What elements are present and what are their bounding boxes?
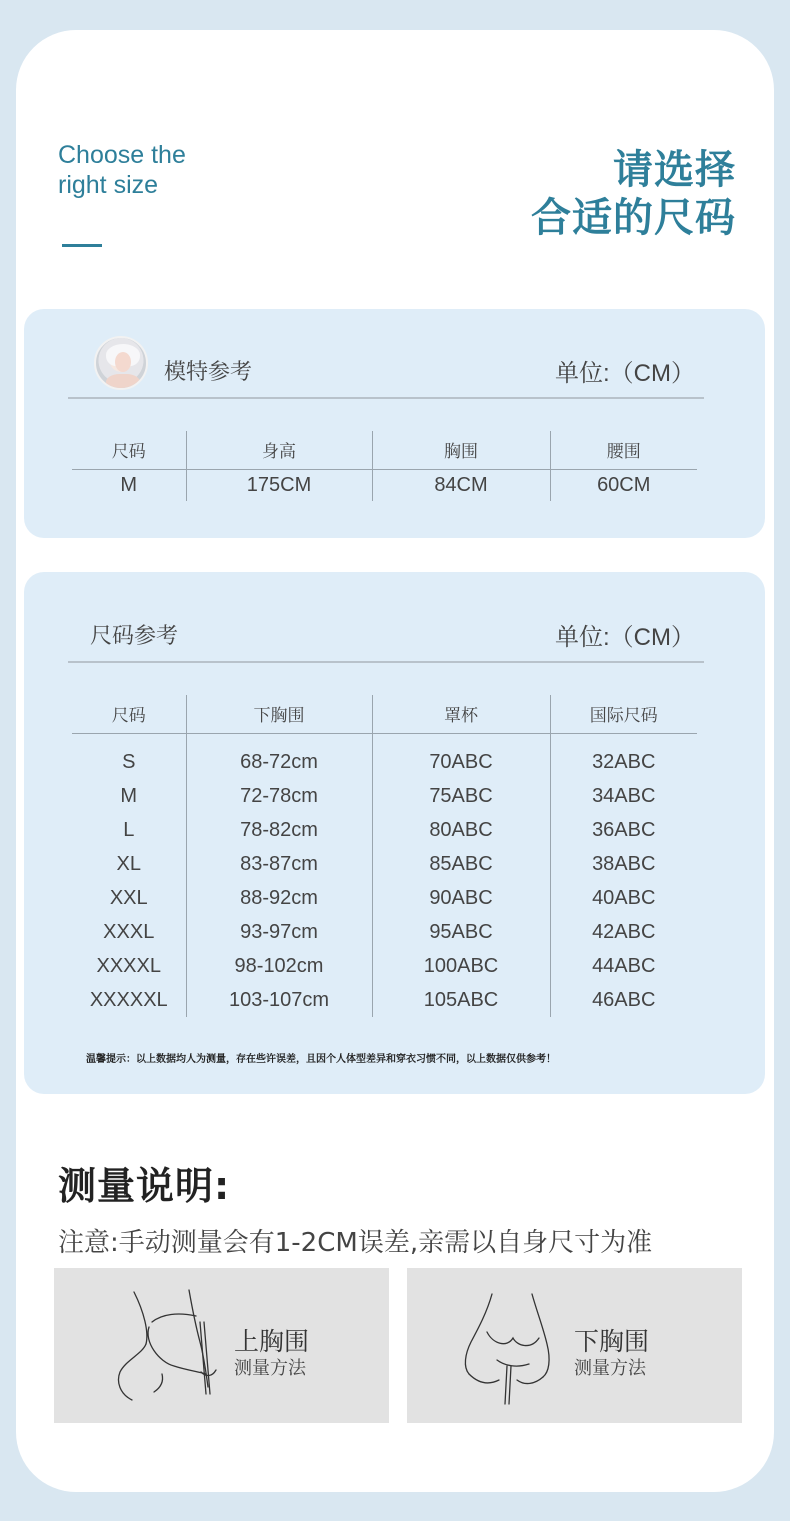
table-cell: XXXXXL: [89, 988, 168, 1011]
size-tip: 温馨提示：以上数据均人为测量，存在些许误差，且因个人体型差异和穿衣习惯不同，以上数据仅供参考！: [86, 1054, 556, 1065]
table-cell: XXL: [109, 886, 148, 909]
size-table-header: [72, 695, 697, 733]
model-panel-title: 模特参考: [164, 360, 253, 385]
lower-bust-label: 下胸围: [574, 1327, 650, 1356]
table-row: [72, 915, 697, 949]
lower-bust-sub: 测量方法: [574, 1358, 646, 1379]
table-row: [72, 779, 697, 813]
table-cell: M: [120, 473, 138, 496]
table-cell: 36ABC: [550, 813, 697, 847]
header-english-line1: Choose the: [58, 141, 186, 169]
table-cell: 85ABC: [372, 847, 550, 881]
table-cell: 105ABC: [372, 983, 550, 1017]
model-avatar: [94, 336, 148, 390]
column-header: 尺码: [72, 695, 186, 733]
table-cell: 78-82cm: [186, 813, 372, 847]
table-cell: XXXL: [103, 920, 155, 943]
table-cell: 70ABC: [372, 733, 550, 779]
table-cell: 42ABC: [550, 915, 697, 949]
lower-bust-illustration: [457, 1282, 557, 1407]
column-header: 下胸围: [186, 695, 372, 733]
column-header: 腰围: [550, 431, 697, 469]
table-cell: 44ABC: [550, 949, 697, 983]
table-cell: 90ABC: [372, 881, 550, 915]
table-cell: 34ABC: [550, 779, 697, 813]
column-header: 尺码: [72, 431, 186, 469]
size-table: [72, 695, 697, 1017]
model-panel-unit: 单位:（CM）: [555, 360, 695, 387]
lower-bust-card: [407, 1268, 742, 1423]
upper-bust-illustration: [104, 1282, 224, 1407]
table-cell: 40ABC: [550, 881, 697, 915]
table-row: [72, 847, 697, 881]
column-header: 罩杯: [372, 695, 550, 733]
table-cell: 88-92cm: [186, 881, 372, 915]
table-cell: S: [122, 750, 136, 773]
table-cell: 46ABC: [550, 983, 697, 1017]
table-cell: 38ABC: [550, 847, 697, 881]
size-panel-title: 尺码参考: [90, 624, 179, 649]
header-chinese-line2: 合适的尺码: [531, 195, 736, 241]
measure-note: 注意:手动测量会有1-2CM误差,亲需以自身尺寸为准: [58, 1228, 653, 1258]
model-table-header: [72, 431, 697, 469]
size-reference-panel: [24, 572, 765, 1094]
table-row: [72, 733, 697, 779]
header-english-line2: right size: [58, 171, 159, 199]
size-panel-unit: 单位:（CM）: [555, 624, 695, 651]
table-cell: M: [120, 784, 138, 807]
header-divider: [62, 244, 102, 247]
table-row: [72, 469, 697, 501]
upper-bust-card: [54, 1268, 389, 1423]
table-cell: XL: [116, 852, 141, 875]
table-cell: L: [123, 818, 135, 841]
table-cell: 60CM: [550, 469, 697, 501]
header-chinese-line1: 请选择: [613, 147, 736, 193]
table-row: [72, 949, 697, 983]
table-cell: 175CM: [186, 469, 372, 501]
table-cell: 80ABC: [372, 813, 550, 847]
table-cell: 83-87cm: [186, 847, 372, 881]
header-chinese: [531, 146, 736, 242]
table-cell: 84CM: [372, 469, 550, 501]
table-cell: 98-102cm: [186, 949, 372, 983]
upper-bust-sub: 测量方法: [234, 1358, 306, 1379]
column-header: 身高: [186, 431, 372, 469]
table-cell: 95ABC: [372, 915, 550, 949]
table-cell: 93-97cm: [186, 915, 372, 949]
column-header: 国际尺码: [550, 695, 697, 733]
column-header: 胸围: [372, 431, 550, 469]
header-english: [58, 140, 186, 200]
table-cell: XXXXL: [96, 954, 161, 977]
table-cell: 100ABC: [372, 949, 550, 983]
table-cell: 72-78cm: [186, 779, 372, 813]
table-row: [72, 881, 697, 915]
table-cell: 75ABC: [372, 779, 550, 813]
table-cell: 68-72cm: [186, 733, 372, 779]
table-cell: 32ABC: [550, 733, 697, 779]
table-row: [72, 813, 697, 847]
model-reference-panel: [24, 309, 765, 538]
model-panel-rule: [68, 397, 704, 399]
size-panel-rule: [68, 661, 704, 663]
table-row: [72, 983, 697, 1017]
model-table: [72, 431, 697, 501]
upper-bust-label: 上胸围: [234, 1327, 310, 1356]
measure-title: 测量说明:: [58, 1164, 231, 1208]
table-cell: 103-107cm: [186, 983, 372, 1017]
